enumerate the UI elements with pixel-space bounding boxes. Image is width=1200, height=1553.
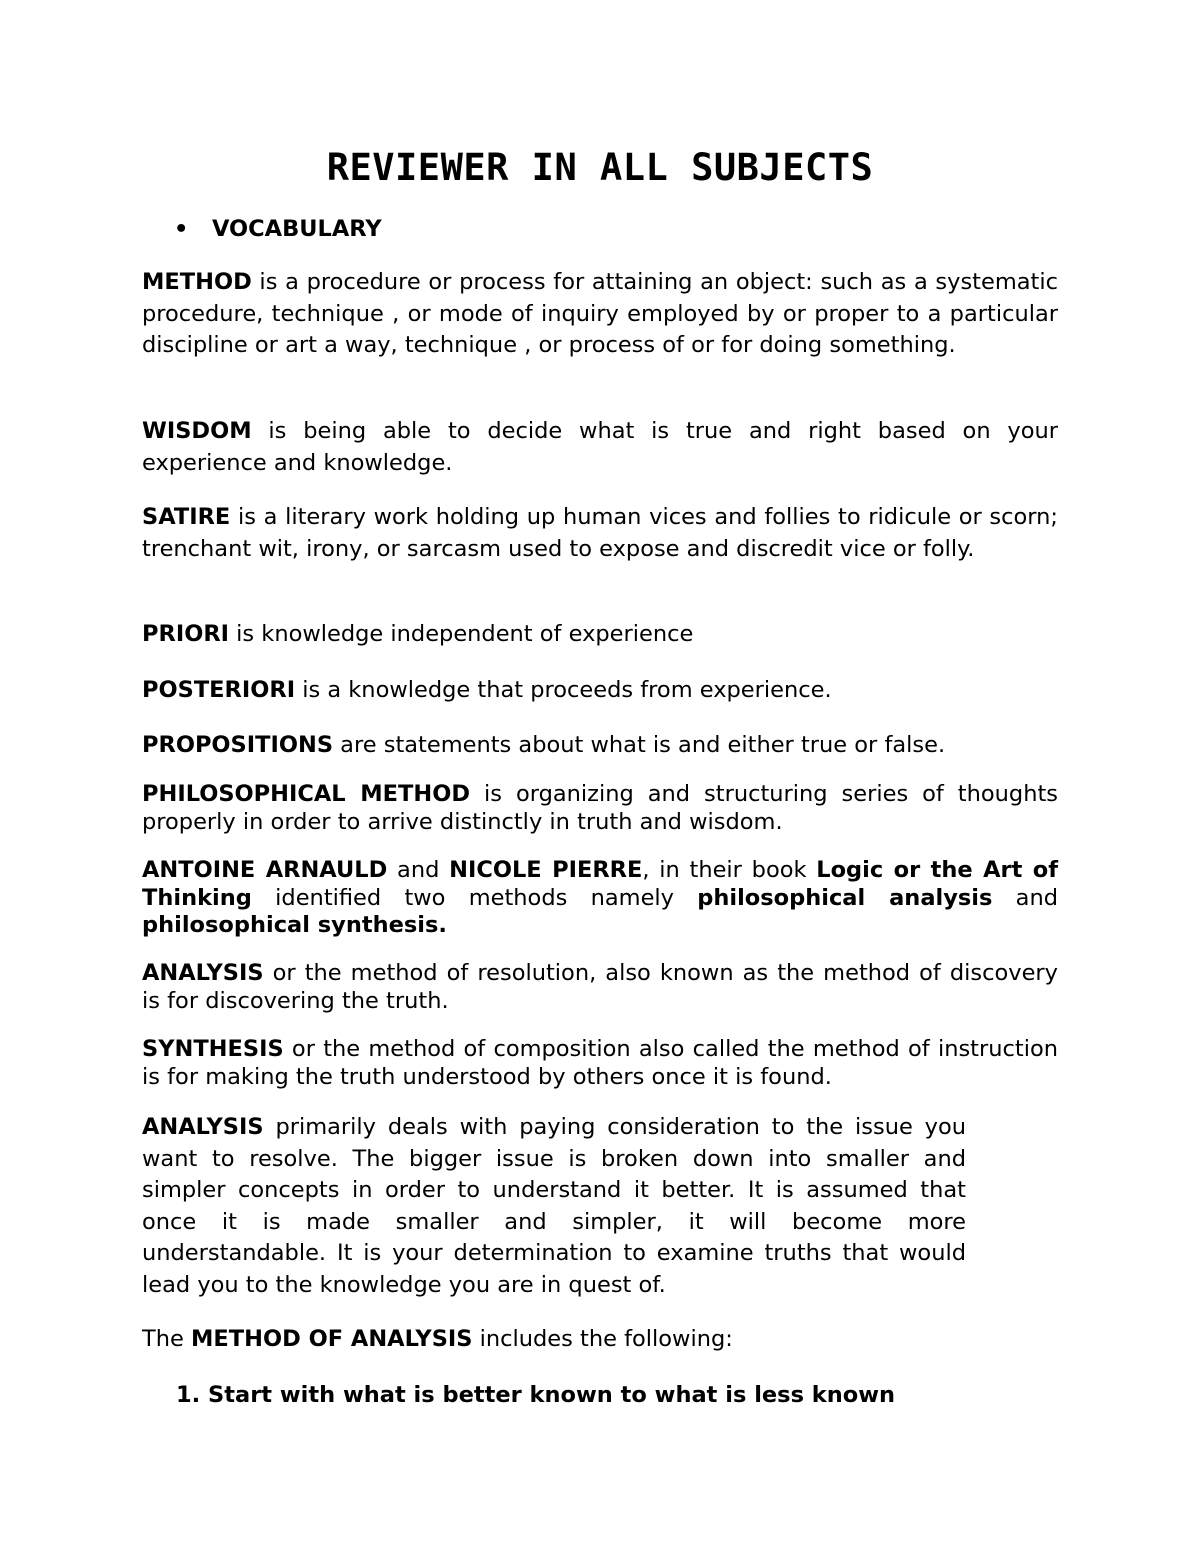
- term: METHOD: [142, 269, 252, 295]
- bullet-icon: •: [174, 216, 189, 242]
- list-item: [176, 1380, 895, 1410]
- term: WISDOM: [142, 418, 252, 444]
- term: POSTERIORI: [142, 677, 296, 703]
- definition: primarily deals with paying consideration to the issue you want to resolve. The bigger issue is broken down into smaller and simpler concepts in order to understand it better. It is assumed that once it is made smaller and simpler, it will become more understandable. It is your determination to examine truths that would lead you to the knowledge you are in quest of.: [142, 1114, 966, 1298]
- entry-philosophical-method: [142, 781, 1058, 836]
- entry-analysis-detail: [142, 1112, 966, 1301]
- method-name: philosophical synthesis.: [142, 912, 447, 938]
- entry-method: [142, 267, 1058, 362]
- entry-analysis: [142, 960, 1058, 1015]
- definition: or the method of resolution, also known as the method of discovery is for discovering the truth.: [142, 960, 1058, 1014]
- text: and: [387, 857, 450, 883]
- definition: is knowledge independent of experience: [229, 621, 694, 647]
- entry-priori: [142, 619, 1058, 651]
- term: ANALYSIS: [142, 960, 264, 986]
- entry-synthesis: [142, 1036, 1058, 1091]
- definition: is being able to decide what is true and right based on your experience and knowledge.: [142, 418, 1058, 476]
- definition: is a knowledge that proceeds from experience.: [295, 677, 832, 703]
- entry-posteriori: [142, 675, 1058, 707]
- definition: is a procedure or process for attaining an object: such as a systematic procedure, technique , or mode of inquiry employed by or proper to a particular discipline or art a way, technique , or process of or for doing something.: [142, 269, 1058, 358]
- definition: or the method of composition also called the method of instruction is for making the truth understood by others once it is found.: [142, 1036, 1058, 1090]
- list-text: Start with what is better known to what is less known: [208, 1382, 896, 1408]
- term: SYNTHESIS: [142, 1036, 284, 1062]
- text: and: [992, 884, 1058, 911]
- definition: are statements about what is and either true or false.: [333, 732, 946, 758]
- term: PRIORI: [142, 621, 230, 647]
- term: METHOD OF ANALYSIS: [191, 1326, 473, 1352]
- term: ANALYSIS: [142, 1114, 264, 1140]
- author-name: ANTOINE ARNAULD: [142, 857, 388, 883]
- text: , in their book: [642, 857, 817, 883]
- author-name: NICOLE PIERRE: [449, 857, 643, 883]
- text: identified two methods namely: [251, 884, 698, 911]
- document-title: REVIEWER IN ALL SUBJECTS: [326, 146, 874, 189]
- entry-propositions: [142, 730, 1058, 762]
- text: The: [142, 1326, 191, 1352]
- definition: is a literary work holding up human vices and follies to ridicule or scorn; trenchant wit, irony, or sarcasm used to expose and discredit vice or folly.: [142, 504, 1058, 562]
- definition: is organizing and structuring series of thoughts properly in order to arrive distinctly in truth and wisdom.: [142, 781, 1059, 835]
- term: PHILOSOPHICAL METHOD: [142, 781, 471, 807]
- text: includes the following:: [472, 1326, 733, 1352]
- method-name: philosophical analysis: [697, 884, 993, 911]
- book-title: Logic or the Art of Thinking: [142, 857, 1059, 911]
- section-heading: [174, 214, 382, 244]
- section-label: VOCABULARY: [212, 216, 382, 242]
- entry-satire: [142, 502, 1058, 565]
- entry-method-of-analysis: [142, 1324, 1058, 1356]
- entry-authors: [142, 857, 1058, 940]
- term: PROPOSITIONS: [142, 732, 334, 758]
- term: SATIRE: [142, 504, 231, 530]
- list-number: 1.: [176, 1382, 201, 1408]
- entry-wisdom: [142, 416, 1058, 479]
